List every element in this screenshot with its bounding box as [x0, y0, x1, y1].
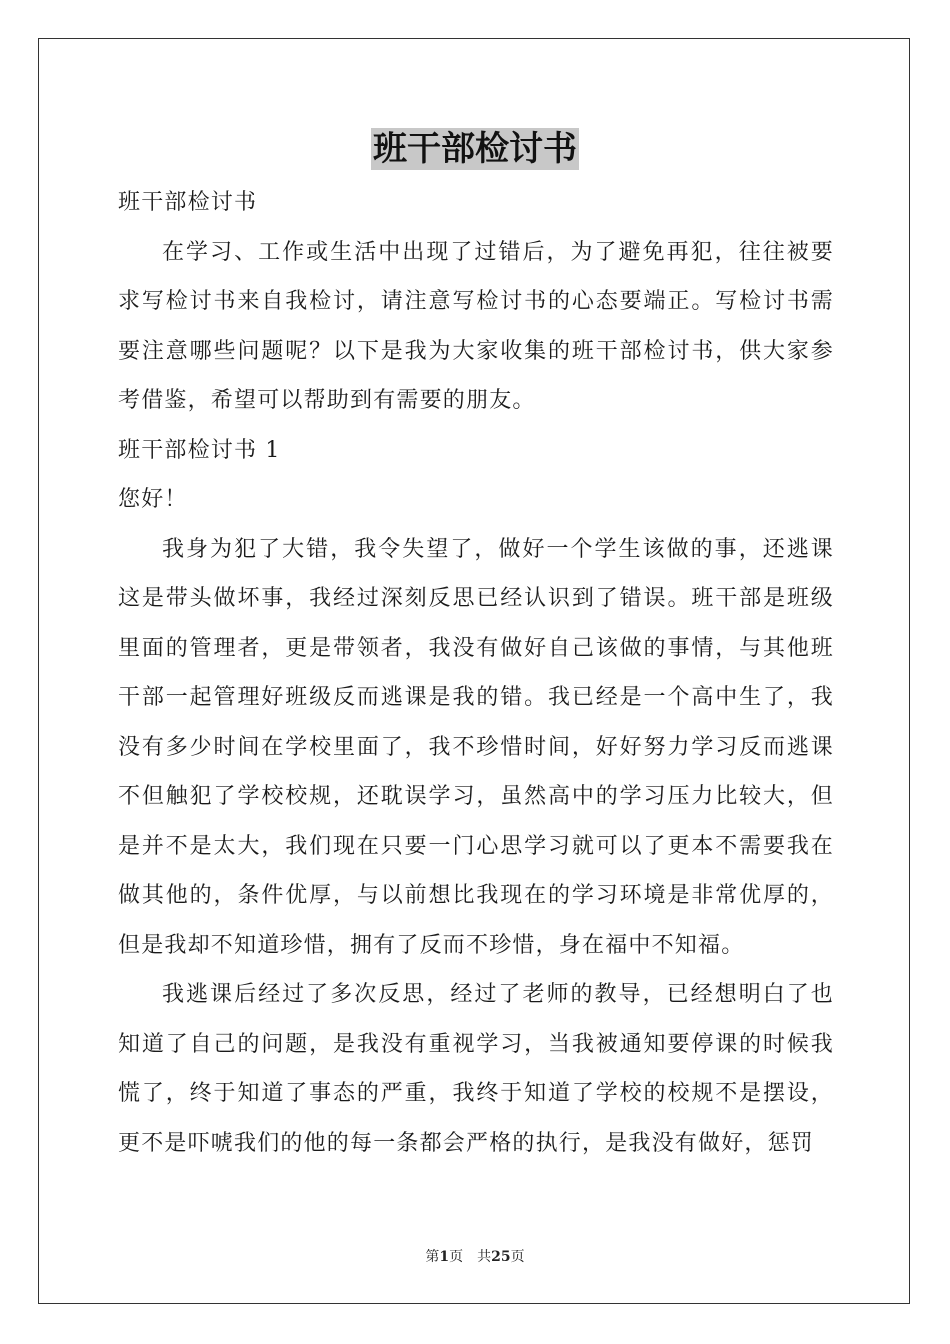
- greeting: 您好！: [118, 487, 188, 512]
- document-title: 班干部检讨书: [373, 129, 577, 169]
- page-number: 1: [439, 1249, 450, 1265]
- document-body: [118, 178, 834, 1168]
- section-heading: 班干部检讨书 1: [118, 437, 281, 463]
- page-suffix: 页 共: [449, 1249, 492, 1265]
- title-container: [0, 128, 950, 170]
- page-footer: [0, 1246, 950, 1266]
- page-prefix: 第: [425, 1249, 440, 1265]
- total-pages: 25: [491, 1249, 511, 1265]
- total-suffix: 页: [510, 1249, 525, 1265]
- intro-paragraph: 在学习、工作或生活中出现了过错后，为了避免再犯，往往被要求写检讨书来自我检讨，请注意写检讨书的心态要端正。写检讨书需要注意哪些问题呢？以下是我为大家收集的班干部检讨书，供大家参考借鉴，希望可以帮助到有需要的朋友。: [118, 239, 834, 413]
- document-subtitle: 班干部检讨书: [118, 190, 258, 215]
- body-paragraph-2: 我逃课后经过了多次反思，经过了老师的教导，已经想明白了也知道了自己的问题，是我没有重视学习，当我被通知要停课的时候我慌了，终于知道了事态的严重，我终于知道了学校的校规不是摆设，更不是吓唬我们的他的每一条都会严格的执行，是我没有做好，惩罚: [118, 982, 834, 1156]
- body-paragraph-1: 我身为犯了大错，我令失望了，做好一个学生该做的事，还逃课这是带头做坏事，我经过深刻反思已经认识到了错误。班干部是班级里面的管理者，更是带领者，我没有做好自己该做的事情，与其他班干部一起管理好班级反而逃课是我的错。我已经是一个高中生了，我没有多少时间在学校里面了，我不珍惜时间，好好努力学习反而逃课不但触犯了学校校规，还耽误学习，虽然高中的学习压力比较大，但是并不是太大，我们现在只要一门心思学习就可以了更本不需要我在做其他的，条件优厚，与以前想比我现在的学习环境是非常优厚的，但是我却不知道珍惜，拥有了反而不珍惜，身在福中不知福。: [118, 536, 834, 958]
